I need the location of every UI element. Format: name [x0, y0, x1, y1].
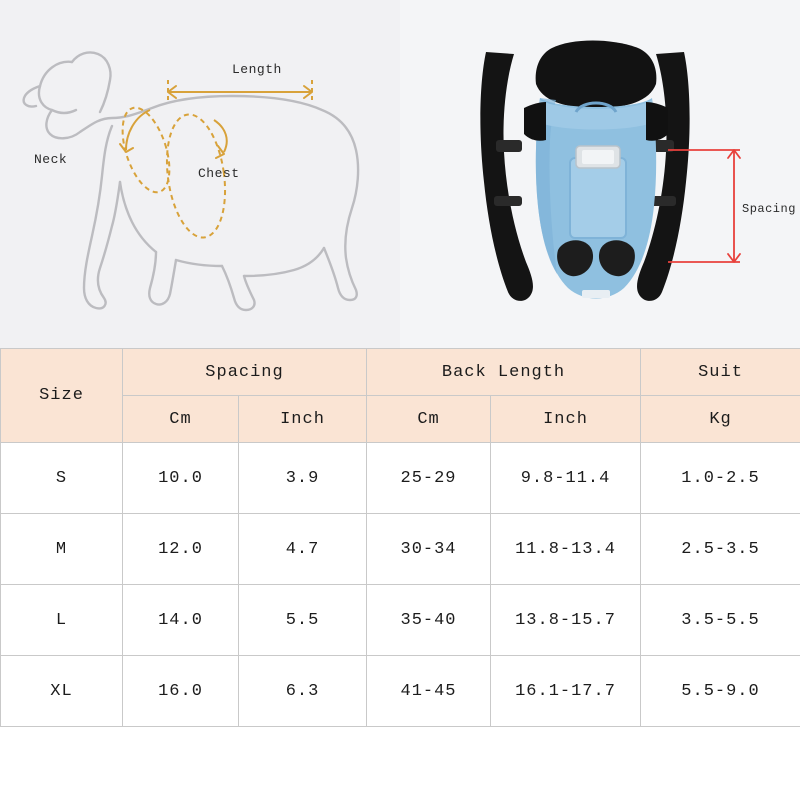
- cell-spacing-cm: 16.0: [123, 656, 239, 727]
- cell-size: S: [1, 443, 123, 514]
- cell-suit-kg: 5.5-9.0: [641, 656, 800, 727]
- cell-size: L: [1, 585, 123, 656]
- header-back-length: Back Length: [367, 349, 641, 396]
- cell-suit-kg: 1.0-2.5: [641, 443, 800, 514]
- header-suit-kg: Kg: [641, 396, 800, 443]
- figures-row: [0, 0, 800, 348]
- cell-back-inch: 11.8-13.4: [491, 514, 641, 585]
- cell-size: XL: [1, 656, 123, 727]
- cell-back-inch: 13.8-15.7: [491, 585, 641, 656]
- cell-spacing-cm: 10.0: [123, 443, 239, 514]
- cell-spacing-cm: 12.0: [123, 514, 239, 585]
- table-row: [1, 514, 800, 585]
- cell-spacing-inch: 6.3: [239, 656, 367, 727]
- cell-size: M: [1, 514, 123, 585]
- header-back-cm: Cm: [367, 396, 491, 443]
- carrier-product-figure: [400, 0, 800, 348]
- cell-suit-kg: 3.5-5.5: [641, 585, 800, 656]
- cell-suit-kg: 2.5-3.5: [641, 514, 800, 585]
- cell-back-inch: 16.1-17.7: [491, 656, 641, 727]
- neck-label: Neck: [34, 152, 68, 167]
- cell-back-inch: 9.8-11.4: [491, 443, 641, 514]
- length-label: Length: [232, 62, 282, 77]
- cell-spacing-inch: 3.9: [239, 443, 367, 514]
- cell-back-cm: 35-40: [367, 585, 491, 656]
- cell-spacing-cm: 14.0: [123, 585, 239, 656]
- table-row: [1, 656, 800, 727]
- cell-back-cm: 25-29: [367, 443, 491, 514]
- header-spacing-cm: Cm: [123, 396, 239, 443]
- header-spacing: Spacing: [123, 349, 367, 396]
- cell-back-cm: 41-45: [367, 656, 491, 727]
- table-row: [1, 585, 800, 656]
- spacing-label: Spacing: [742, 202, 796, 216]
- cell-spacing-inch: 4.7: [239, 514, 367, 585]
- table-row: [1, 443, 800, 514]
- header-size: Size: [1, 349, 123, 443]
- table-header-group-row: [1, 349, 800, 396]
- carrier-illustration-icon: [400, 0, 800, 348]
- size-table-container: [0, 348, 800, 727]
- cell-spacing-inch: 5.5: [239, 585, 367, 656]
- dog-measurement-figure: [0, 0, 400, 348]
- header-back-inch: Inch: [491, 396, 641, 443]
- size-table: [0, 348, 800, 727]
- header-suit: Suit: [641, 349, 800, 396]
- cell-back-cm: 30-34: [367, 514, 491, 585]
- chest-label: Chest: [198, 166, 240, 181]
- header-spacing-inch: Inch: [239, 396, 367, 443]
